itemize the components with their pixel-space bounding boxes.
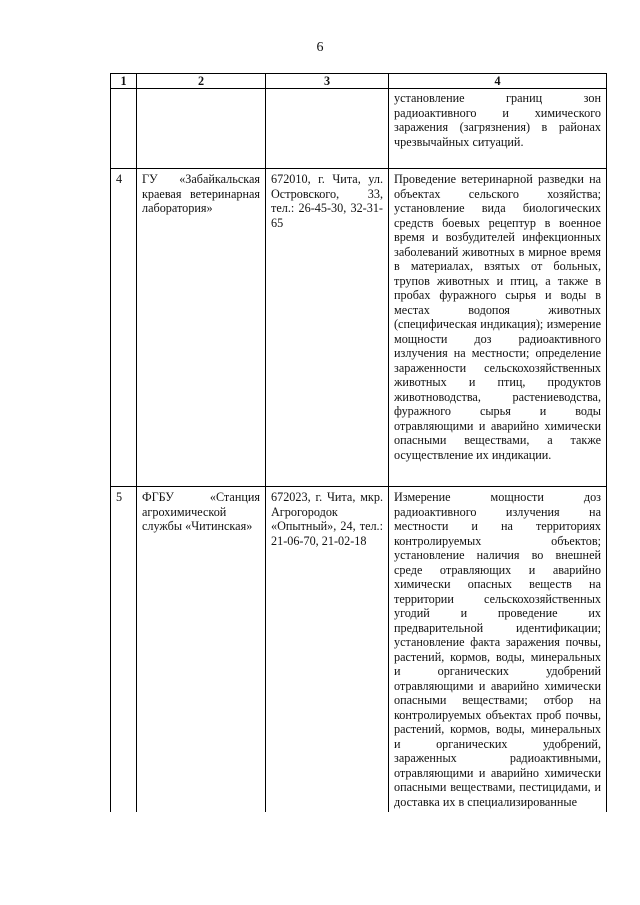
column-header-functions: 4 (389, 74, 607, 89)
table-row (111, 487, 607, 813)
column-header-organization: 2 (137, 74, 266, 89)
table-header-row (111, 74, 607, 89)
organization-cell (137, 89, 266, 169)
address-cell: 672010, г. Чита, ул. Островского, 33, тел.: 26-45-30, 32-31-65 (266, 169, 389, 487)
row-number-cell: 5 (111, 487, 137, 813)
page-number: 6 (316, 40, 324, 55)
row-number-cell (111, 89, 137, 169)
functions-cell: Измерение мощности доз радиоактивного излучения на местности и на территориях контролируемых объектов; установление наличия во внешней среде отравляющих и аварийно химически опасных веществ на территории сельскохозяйственных угодий и проведение их предварительной идентификации; установление факта заражения почвы, растений, кормов, воды, минеральных и органических удобрений отравляющими и аварийно химически опасными веществами; отбор на контролируемых объектах проб почвы, растений, кормов, воды, минеральных и органических удобрений, зараженных радиоактивными, отравляющими и аварийно химически опасными веществами, пестицидами, и доставка их в специализированные (389, 487, 607, 813)
table-row (111, 169, 607, 487)
address-cell (266, 89, 389, 169)
functions-cell: установление границ зон радиоактивного и химического заражения (загрязнения) в районах чрезвычайных ситуаций. (389, 89, 607, 169)
column-header-number: 1 (111, 74, 137, 89)
organization-cell: ФГБУ «Станция агрохимической службы «Читинская» (137, 487, 266, 813)
row-number-cell: 4 (111, 169, 137, 487)
functions-cell: Проведение ветеринарной разведки на объектах сельского хозяйства; установление вида биологических средств боевых рецептур в военное время и возбудителей инфекционных заболеваний животных в мирное время в материалах, взятых от больных, трупов животных и птиц, а также в пробах фуражного сырья и воды в местах водопоя животных (специфическая индикация); измерение мощности доз радиоактивного излучения на местности; определение зараженности сельскохозяйственных животных и птиц, продуктов животноводства, растениеводства, фуражного сырья и воды отравляющими и аварийно химически опасными веществами, а также осуществление их индикации. (389, 169, 607, 487)
organization-cell: ГУ «Забайкальская краевая ветеринарная лаборатория» (137, 169, 266, 487)
table-row (111, 89, 607, 169)
organizations-table (110, 73, 607, 812)
column-header-address: 3 (266, 74, 389, 89)
address-cell: 672023, г. Чита, мкр. Агрогородок «Опытный», 24, тел.: 21-06-70, 21-02-18 (266, 487, 389, 813)
